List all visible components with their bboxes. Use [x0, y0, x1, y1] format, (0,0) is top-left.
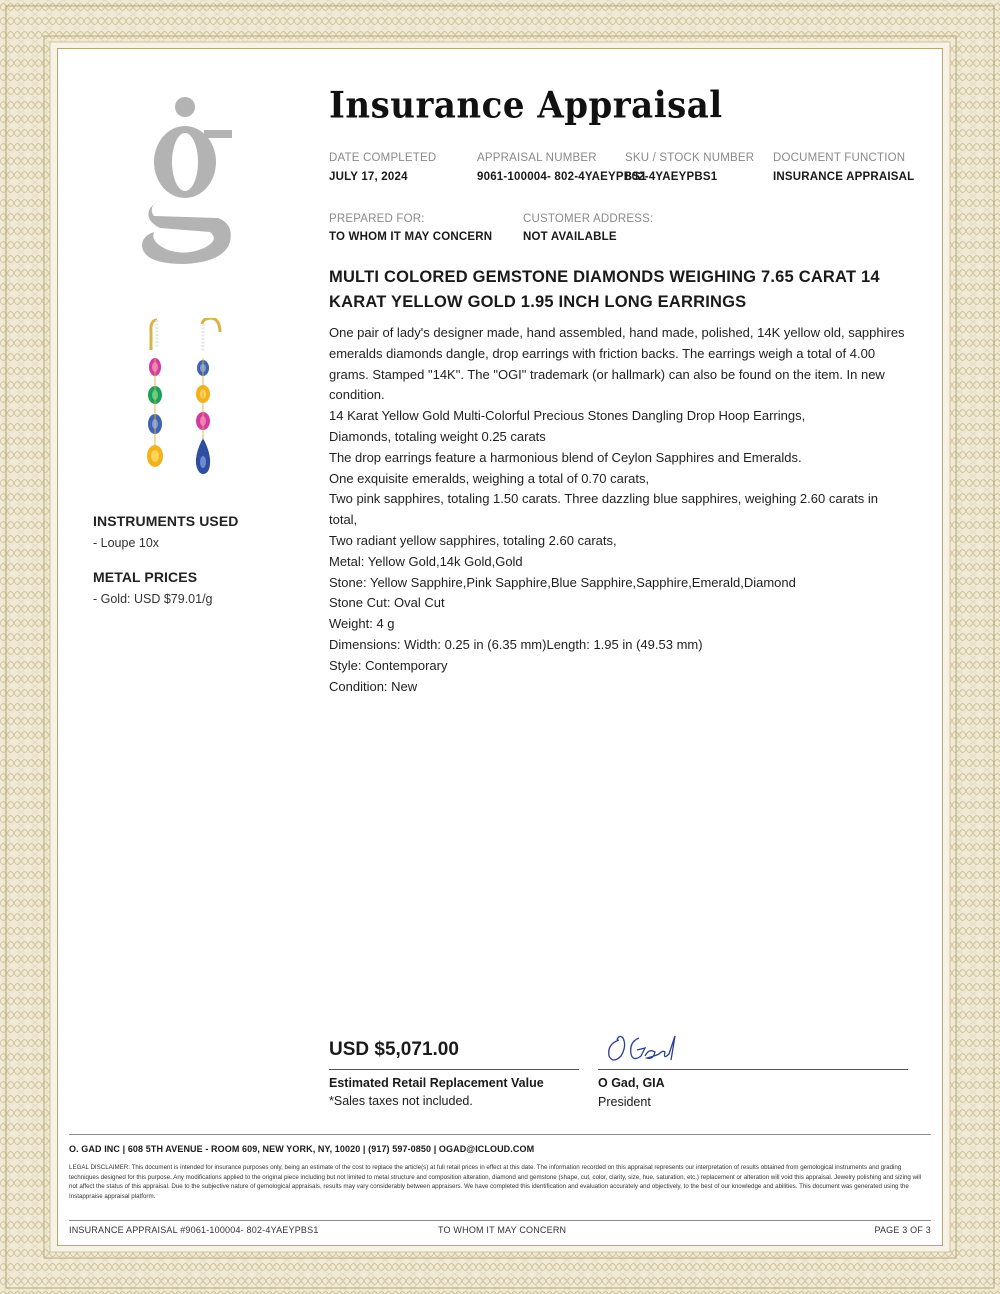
appraiser-role: President [598, 1095, 651, 1109]
prepared-for-label: PREPARED FOR: [329, 213, 425, 225]
description-line: Dimensions: Width: 0.25 in (6.35 mm)Length: 1.95 in (49.53 mm) [329, 636, 703, 652]
replacement-value: USD $5,071.00 [329, 1039, 459, 1060]
replacement-value-label: Estimated Retail Replacement Value [329, 1076, 544, 1090]
description-line: Metal: Yellow Gold,14k Gold,Gold [329, 553, 523, 569]
appraiser-name: O Gad, GIA [598, 1076, 665, 1090]
description-line: 14 Karat Yellow Gold Multi-Colorful Precious Stones Dangling Drop Hoop Earrings, [329, 408, 806, 424]
footer-divider [69, 1134, 931, 1135]
description-line: Stone: Yellow Sapphire,Pink Sapphire,Blue Sapphire,Sapphire,Emerald,Diamond [329, 574, 796, 590]
description-line: One pair of lady's designer made, hand assembled, hand made, polished, 14K yellow old, sapphires emeralds diamonds dangle, drop earrings with friction backs. The earrings weigh a total of 4.00 grams. Stamped "14K". The "OGI" trademark (or hallmark) can also be found on the item. In new condition. [329, 325, 905, 403]
sales-tax-note: *Sales taxes not included. [329, 1094, 473, 1108]
company-contact-line: O. GAD INC | 608 5TH AVENUE - ROOM 609, NEW YORK, NY, 10020 | (917) 597-0850 | OGAD@ICLOUD.COM [69, 1144, 535, 1154]
metal-prices-value: - Gold: USD $79.01/g [93, 592, 213, 606]
instruments-heading: INSTRUMENTS USED [93, 513, 239, 529]
bottom-divider [69, 1220, 931, 1221]
logo-letter: g [186, 196, 187, 197]
item-description [329, 323, 909, 697]
appraisal-number-value: 9061-100004- 802-4YAEYPBS1 [477, 171, 647, 183]
date-completed-label: DATE COMPLETED [329, 152, 437, 164]
footer-appraisal-ref: INSURANCE APPRAISAL #9061-100004- 802-4YAEYPBS1 [69, 1225, 319, 1235]
sku-label: SKU / STOCK NUMBER [625, 152, 755, 164]
customer-address-label: CUSTOMER ADDRESS: [523, 213, 654, 225]
description-line: Two radiant yellow sapphires, totaling 2.60 carats, [329, 532, 617, 548]
description-line: One exquisite emeralds, weighing a total of 0.70 carats, [329, 470, 650, 486]
signature-divider [598, 1069, 908, 1070]
prepared-for-value: TO WHOM IT MAY CONCERN [329, 231, 493, 243]
item-title: MULTI COLORED GEMSTONE DIAMONDS WEIGHING 7.65 CARAT 14 KARAT YELLOW GOLD 1.95 INCH LONG EARRINGS [329, 268, 880, 311]
description-line: Two pink sapphires, totaling 1.50 carats. Three dazzling blue sapphires, weighing 2.60 carats in total, [329, 491, 878, 528]
earrings-photo [140, 318, 235, 488]
legal-disclaimer: LEGAL DISCLAIMER: This document is intended for insurance purposes only, being an estimate of the cost to replace the article(s) at full retail prices in effect at this date. The information recorded on this appraisal represents our interpretation of results obtained from gemological instruments and grading techniques designed for this purpose. Any modifications applied to the original piece including but not limited to metal structure and composition alteration, diamond and gemstone (shape, cut, color, clarity, size, hue, saturation, etc.) replacement or alteration will void this appraisal. Jewelry polishing and sizing will not affect the status of this appraisal. Due to the subjective nature of gemological appraisals, results may vary considerably between appraisers. We have completed this identification and evaluation accurately and objectively, to the best of our knowledge and abilities. This document was generated using the Instappraise appraisal platform. [69, 1164, 922, 1200]
metal-prices-heading: METAL PRICES [93, 569, 198, 585]
description-line: Diamonds, totaling weight 0.25 carats [329, 428, 546, 444]
footer-recipient: TO WHOM IT MAY CONCERN [438, 1225, 567, 1235]
document-function-value: INSURANCE APPRAISAL [773, 171, 915, 183]
description-line: Style: Contemporary [329, 657, 448, 673]
date-completed-value: JULY 17, 2024 [329, 171, 408, 183]
instruments-value: - Loupe 10x [93, 536, 160, 550]
appraisal-number-label: APPRAISAL NUMBER [477, 152, 597, 164]
description-line: Stone Cut: Oval Cut [329, 595, 445, 611]
description-line: Condition: New [329, 678, 418, 694]
document-title: Insurance Appraisal [329, 84, 723, 128]
sku-value: 802-4YAEYPBS1 [625, 171, 718, 183]
appraiser-signature [605, 1030, 695, 1070]
page-number: PAGE 3 OF 3 [874, 1225, 931, 1235]
company-logo [138, 96, 234, 266]
description-line: The drop earrings feature a harmonious blend of Ceylon Sapphires and Emeralds. [329, 449, 802, 465]
price-divider [329, 1069, 579, 1070]
customer-address-value: NOT AVAILABLE [523, 231, 617, 243]
description-line: Weight: 4 g [329, 616, 395, 632]
document-function-label: DOCUMENT FUNCTION [773, 152, 906, 164]
